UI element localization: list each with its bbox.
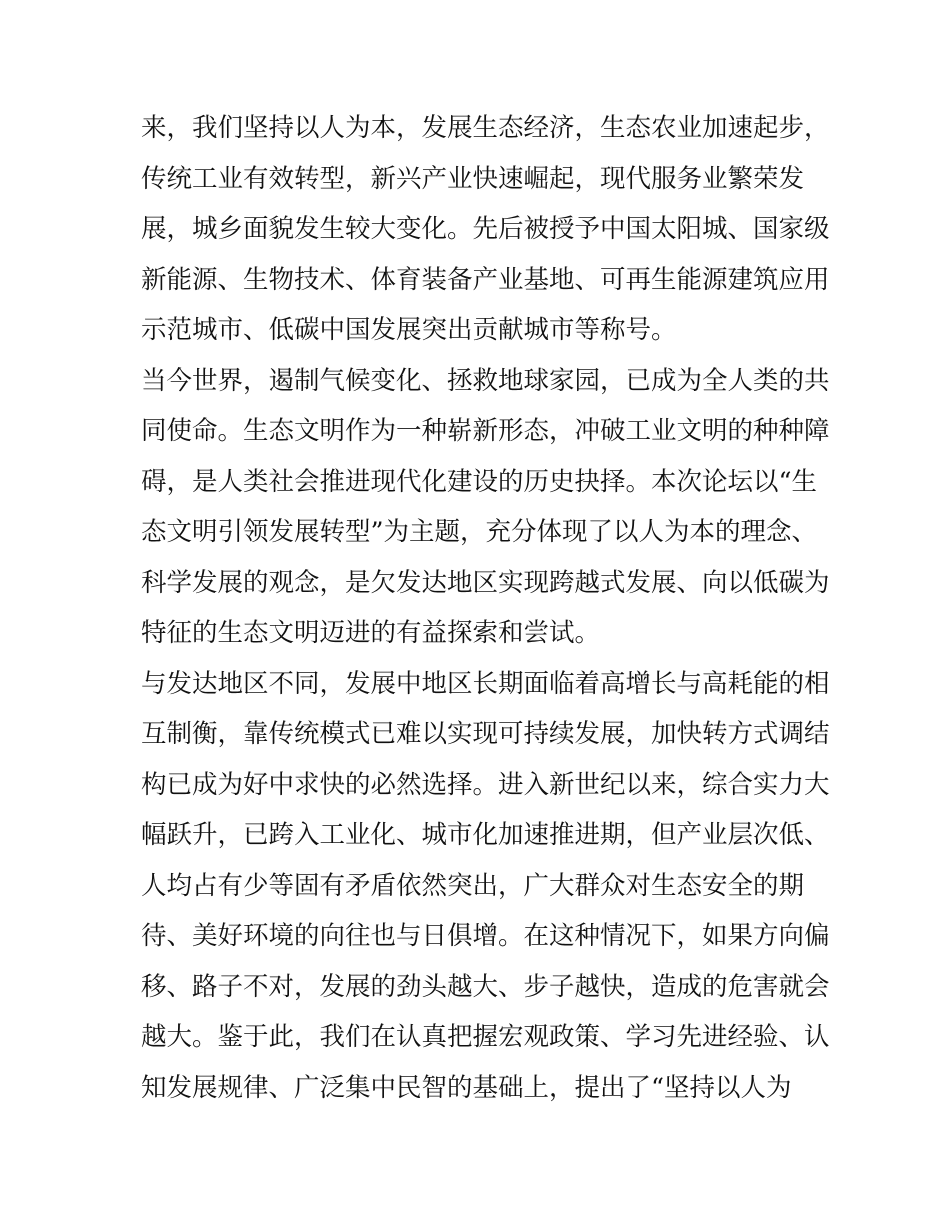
text-line: 越大。鉴于此，我们在认真把握宏观政策、学习先进经验、认	[141, 1022, 830, 1052]
text-line: 与发达地区不同，发展中地区长期面临着高增长与高耗能的相	[141, 668, 830, 699]
text-line: 知发展规律、广泛集中民智的基础上，提出了“坚持以人为	[141, 1072, 792, 1103]
text-line: 幅跃升，已跨入工业化、城市化加速推进期，但产业层次低、	[141, 820, 830, 850]
text-line: 移、路子不对，发展的劲头越大、步子越快，造成的危害就会	[141, 971, 830, 1002]
paragraph-3	[141, 659, 830, 1114]
document-body	[141, 103, 830, 1113]
text-line: 传统工业有效转型，新兴产业快速崛起，现代服务业繁荣发	[141, 163, 805, 194]
text-line: 互制衡，靠传统模式已难以实现可持续发展，加快转方式调结	[141, 719, 830, 749]
text-line: 态文明引领发展转型”为主题，充分体现了以人为本的理念、	[141, 517, 818, 547]
text-line: 人均占有少等固有矛盾依然突出，广大群众对生态安全的期	[141, 870, 805, 901]
text-line: 展，城乡面貌发生较大变化。先后被授予中国太阳城、国家级	[141, 214, 830, 244]
paragraph-2	[141, 356, 830, 659]
text-line: 科学发展的观念，是欠发达地区实现跨越式发展、向以低碳为	[141, 567, 830, 598]
text-line: 待、美好环境的向往也与日俱增。在这种情况下，如果方向偏	[141, 921, 830, 951]
text-line: 构已成为好中求快的必然选择。进入新世纪以来，综合实力大	[141, 769, 830, 800]
text-line: 示范城市、低碳中国发展突出贡献城市等称号。	[141, 315, 677, 345]
text-line: 来，我们坚持以人为本，发展生态经济，生态农业加速起步，	[141, 113, 830, 143]
text-line: 新能源、生物技术、体育装备产业基地、可再生能源建筑应用	[141, 264, 830, 295]
text-line: 碍，是人类社会推进现代化建设的历史抉择。本次论坛以“生	[141, 466, 818, 497]
text-line: 当今世界，遏制气候变化、拯救地球家园，已成为全人类的共	[141, 365, 830, 396]
paragraph-1	[141, 103, 830, 356]
text-line: 同使命。生态文明作为一种崭新形态，冲破工业文明的种种障	[141, 416, 830, 446]
text-line: 特征的生态文明迈进的有益探索和尝试。	[141, 618, 601, 648]
